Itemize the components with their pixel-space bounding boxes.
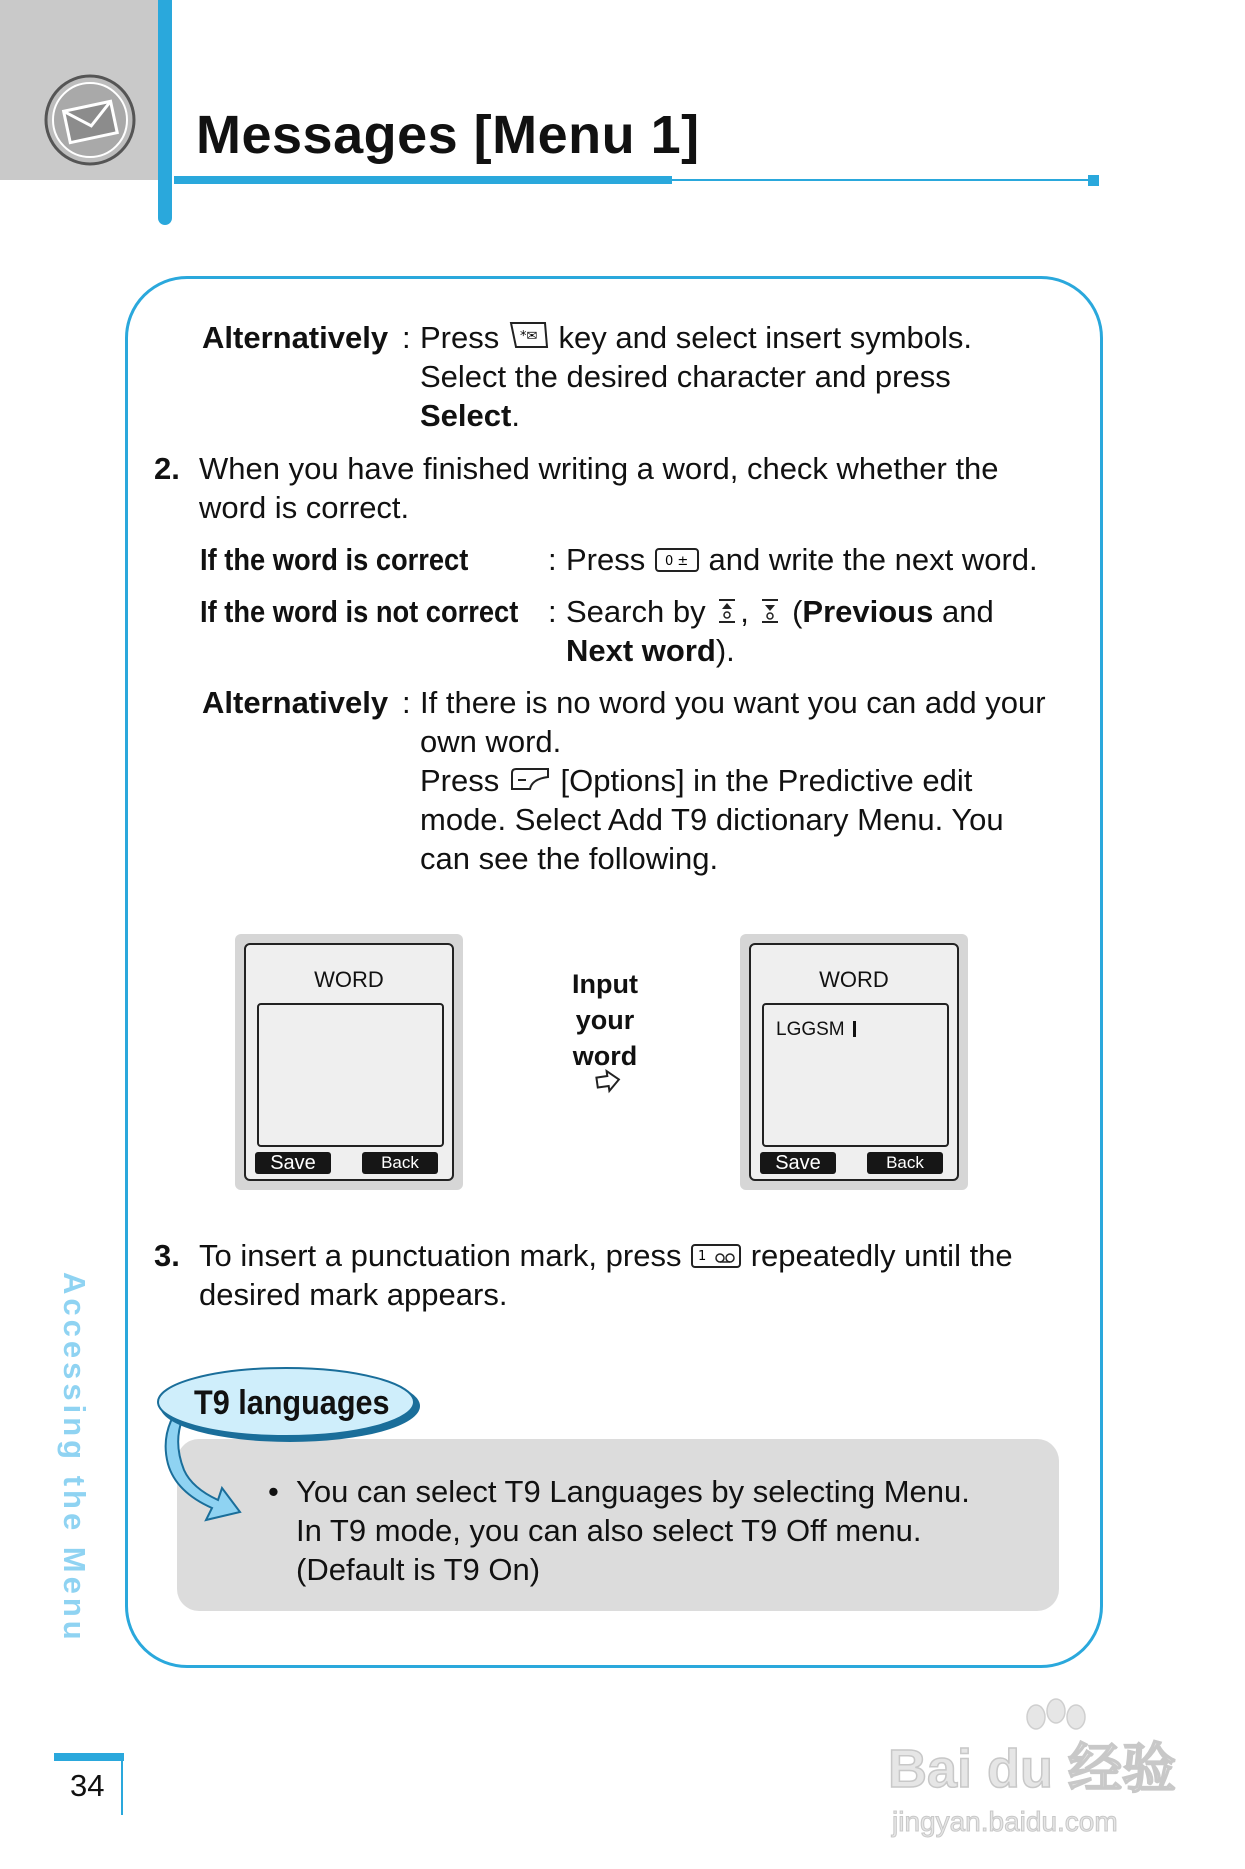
page-number-vrule bbox=[121, 1761, 123, 1815]
step-3-number: 3. bbox=[154, 1238, 180, 1273]
svg-text:*✉: *✉ bbox=[519, 329, 538, 344]
step-2-line-2: word is correct. bbox=[199, 490, 410, 525]
save-soft-button[interactable]: Save bbox=[760, 1152, 836, 1174]
title-underline bbox=[174, 176, 672, 184]
one-key-icon bbox=[690, 1240, 742, 1270]
up-key-icon bbox=[714, 594, 740, 626]
watermark-brand: Bai du 经验 bbox=[888, 1739, 1176, 1799]
alt-line-5: can see the following. bbox=[420, 841, 719, 876]
alternatively-sep: : bbox=[402, 320, 411, 355]
alt-line-3: Press [Options] in the Predictive edit bbox=[420, 763, 973, 798]
down-key-icon bbox=[757, 594, 783, 626]
page-title: Messages [Menu 1] bbox=[196, 105, 700, 165]
intro-line-1: Press *✉ key and select insert symbols. bbox=[420, 320, 973, 355]
word-entry-text: LGGSM bbox=[776, 1019, 856, 1041]
bullet: • bbox=[268, 1474, 279, 1509]
step-3-line-2: desired mark appears. bbox=[199, 1277, 508, 1312]
phone-screen-title: WORD bbox=[314, 967, 384, 992]
watermark-url: jingyan.baidu.com bbox=[892, 1806, 1118, 1837]
back-soft-button[interactable]: Back bbox=[867, 1152, 943, 1174]
word-not-correct-sep: : bbox=[548, 594, 557, 629]
symbol-key-icon bbox=[508, 318, 550, 352]
intro-line-2: Select the desired character and press bbox=[420, 359, 951, 394]
word-correct-text: Press 0 ± and write the next word. bbox=[566, 542, 1038, 577]
page-number: 34 bbox=[70, 1768, 105, 1803]
phone-display bbox=[244, 943, 454, 1181]
step-2-number: 2. bbox=[154, 451, 180, 486]
section-side-text: Accessing the Menu bbox=[57, 1272, 92, 1644]
word-entry-box[interactable] bbox=[762, 1003, 949, 1147]
alt-line-4: mode. Select Add T9 dictionary Menu. You bbox=[420, 802, 1004, 837]
word-not-correct-text: Search by , (Previous and bbox=[566, 594, 994, 629]
alternatively-label: Alternatively bbox=[202, 320, 389, 355]
save-soft-button[interactable]: Save bbox=[255, 1152, 331, 1174]
text-cursor bbox=[853, 1021, 856, 1037]
t9-title: T9 languages bbox=[194, 1384, 390, 1422]
zero-key-icon bbox=[654, 544, 700, 574]
word-correct-label: If the word is correct bbox=[200, 542, 469, 577]
svg-text:0 ±: 0 ± bbox=[664, 554, 689, 569]
alt-line-1: If there is no word you want you can add your bbox=[420, 685, 1046, 720]
input-word-caption: Input your word bbox=[572, 969, 638, 1071]
title-underline-dot bbox=[1088, 175, 1099, 186]
phone-screen-filled bbox=[740, 934, 968, 1190]
back-soft-button[interactable]: Back bbox=[362, 1152, 438, 1174]
t9-line-3: (Default is T9 On) bbox=[296, 1552, 541, 1587]
alt-line-2: own word. bbox=[420, 724, 562, 759]
word-not-correct-label: If the word is not correct bbox=[200, 594, 519, 629]
phone-screen-empty bbox=[235, 934, 463, 1190]
phone-display bbox=[749, 943, 959, 1181]
phone-screen-title: WORD bbox=[819, 967, 889, 992]
t9-line-2: In T9 mode, you can also select T9 Off menu. bbox=[296, 1513, 922, 1548]
arrow-right-icon bbox=[594, 1068, 622, 1094]
left-soft-key-icon bbox=[508, 763, 552, 795]
section-side-label bbox=[56, 1272, 96, 1742]
envelope-icon bbox=[42, 72, 138, 168]
word-correct-sep: : bbox=[548, 542, 557, 577]
baidu-watermark bbox=[886, 1695, 1176, 1845]
word-not-correct-text-2: Next word). bbox=[566, 633, 735, 668]
step-3-line-1: To insert a punctuation mark, press 1 repeatedly until the bbox=[199, 1238, 1013, 1273]
alternatively-sep-2: : bbox=[402, 685, 411, 720]
alternatively-label-2: Alternatively bbox=[202, 685, 389, 720]
svg-text:1: 1 bbox=[698, 1249, 707, 1264]
t9-line-1: You can select T9 Languages by selecting Menu. bbox=[296, 1474, 970, 1509]
step-2-line-1: When you have finished writing a word, check whether the bbox=[199, 451, 999, 486]
word-entry-box[interactable] bbox=[257, 1003, 444, 1147]
title-underline-thin bbox=[672, 179, 1090, 181]
header-accent-bar bbox=[158, 0, 172, 225]
intro-line-3: Select. bbox=[420, 398, 520, 433]
page-number-rule bbox=[54, 1753, 124, 1761]
